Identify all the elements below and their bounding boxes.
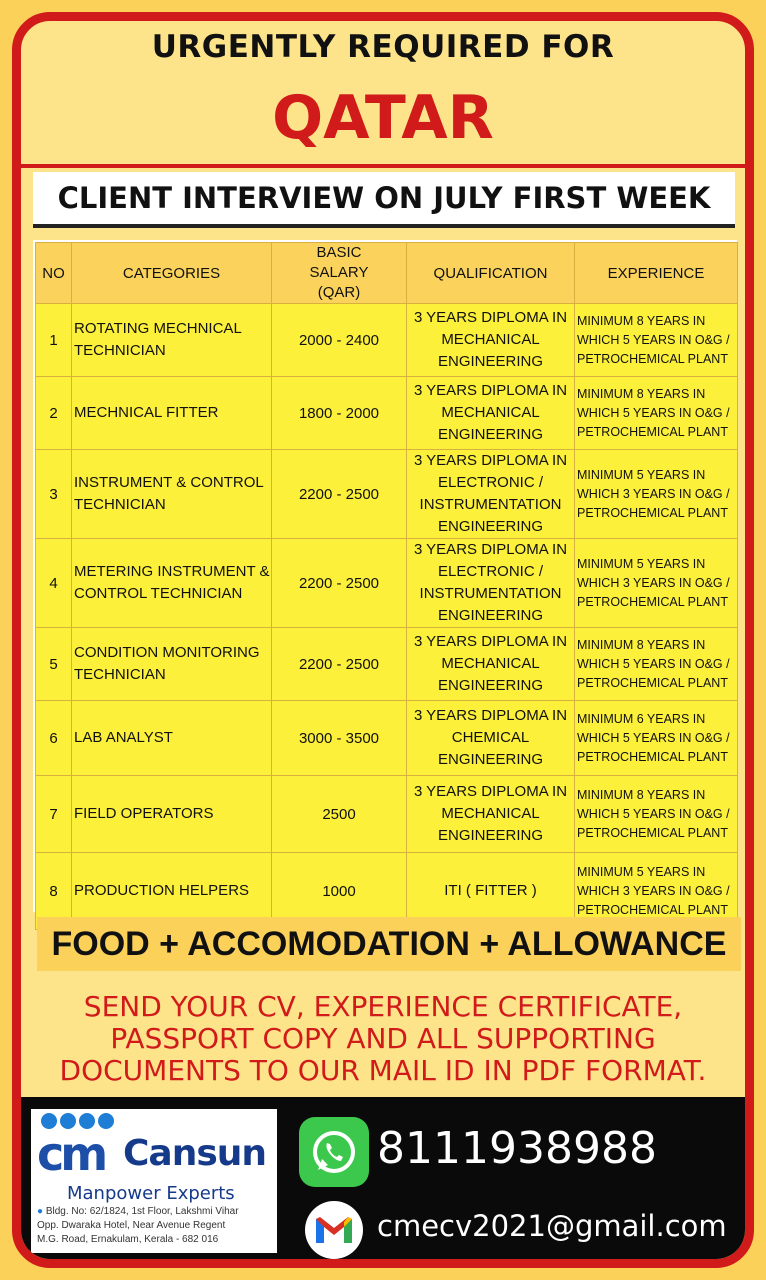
poster-frame	[12, 12, 754, 1268]
row-experience: MINIMUM 8 YEARS IN WHICH 5 YEARS IN O&G / PETROCHEMICAL PLANT	[575, 377, 738, 450]
row-qualification: 3 YEARS DIPLOMA IN MECHANICAL ENGINEERING	[407, 304, 575, 377]
instructions-line-1: SEND YOUR CV, EXPERIENCE CERTIFICATE,	[83, 990, 683, 1023]
row-experience: MINIMUM 5 YEARS IN WHICH 3 YEARS IN O&G / PETROCHEMICAL PLANT	[575, 450, 738, 539]
header-country: QATAR	[272, 83, 494, 153]
table-row	[36, 628, 738, 701]
header-experience: EXPERIENCE	[575, 243, 738, 304]
row-experience: MINIMUM 5 YEARS IN WHICH 3 YEARS IN O&G / PETROCHEMICAL PLANT	[575, 853, 738, 930]
phone-number[interactable]: 8111938988	[377, 1123, 657, 1174]
row-experience: MINIMUM 8 YEARS IN WHICH 5 YEARS IN O&G / PETROCHEMICAL PLANT	[575, 776, 738, 853]
row-qualification: 3 YEARS DIPLOMA IN MECHANICAL ENGINEERING	[407, 628, 575, 701]
instructions-line-3: DOCUMENTS TO OUR MAIL ID IN PDF FORMAT.	[59, 1054, 707, 1087]
gmail-icon[interactable]	[305, 1201, 363, 1259]
whatsapp-icon[interactable]	[299, 1117, 369, 1187]
header-salary: BASIC SALARY (QAR)	[272, 243, 407, 304]
row-no: 1	[36, 304, 72, 377]
row-salary: 1000	[272, 853, 407, 930]
table-row	[36, 377, 738, 450]
jobs-table	[35, 242, 738, 930]
row-no: 6	[36, 701, 72, 776]
logo-mark: cm	[37, 1127, 105, 1181]
address-line-1: Bldg. No: 62/1824, 1st Floor, Lakshmi Vihar	[45, 1206, 239, 1217]
row-experience: MINIMUM 8 YEARS IN WHICH 5 YEARS IN O&G / PETROCHEMICAL PLANT	[575, 304, 738, 377]
table-row	[36, 776, 738, 853]
company-name: Cansun	[123, 1133, 267, 1174]
address-line-2: Opp. Dwaraka Hotel, Near Avenue Regent	[37, 1220, 226, 1231]
row-salary: 3000 - 3500	[272, 701, 407, 776]
jobs-table-container	[33, 240, 737, 917]
row-category: CONDITION MONITORING TECHNICIAN	[72, 628, 272, 701]
row-qualification: 3 YEARS DIPLOMA IN ELECTRONIC / INSTRUMENTATION ENGINEERING	[407, 450, 575, 539]
row-no: 7	[36, 776, 72, 853]
header-categories: CATEGORIES	[72, 243, 272, 304]
company-subtitle: Manpower Experts	[67, 1183, 235, 1204]
row-qualification: 3 YEARS DIPLOMA IN CHEMICAL ENGINEERING	[407, 701, 575, 776]
row-salary: 2200 - 2500	[272, 539, 407, 628]
row-category: LAB ANALYST	[72, 701, 272, 776]
interview-banner: CLIENT INTERVIEW ON JULY FIRST WEEK	[33, 172, 735, 228]
row-no: 2	[36, 377, 72, 450]
benefits-banner: FOOD + ACCOMODATION + ALLOWANCE	[37, 917, 741, 971]
row-category: MECHNICAL FITTER	[72, 377, 272, 450]
row-no: 3	[36, 450, 72, 539]
instructions	[21, 991, 745, 1087]
row-category: METERING INSTRUMENT & CONTROL TECHNICIAN	[72, 539, 272, 628]
location-pin-icon: ●	[37, 1206, 44, 1217]
row-salary: 2200 - 2500	[272, 450, 407, 539]
row-category: ROTATING MECHNICAL TECHNICIAN	[72, 304, 272, 377]
address-line-3: M.G. Road, Ernakulam, Kerala - 682 016	[37, 1234, 219, 1245]
row-qualification: 3 YEARS DIPLOMA IN MECHANICAL ENGINEERING	[407, 776, 575, 853]
header-urgent: URGENTLY REQUIRED FOR	[151, 29, 615, 65]
table-header-row	[36, 243, 738, 304]
row-salary: 2000 - 2400	[272, 304, 407, 377]
table-row	[36, 304, 738, 377]
row-category: PRODUCTION HELPERS	[72, 853, 272, 930]
header-qualification: QUALIFICATION	[407, 243, 575, 304]
row-salary: 1800 - 2000	[272, 377, 407, 450]
row-category: FIELD OPERATORS	[72, 776, 272, 853]
row-qualification: 3 YEARS DIPLOMA IN ELECTRONIC / INSTRUMENTATION ENGINEERING	[407, 539, 575, 628]
table-row	[36, 539, 738, 628]
header-divider	[21, 164, 745, 168]
row-category: INSTRUMENT & CONTROL TECHNICIAN	[72, 450, 272, 539]
instructions-line-2: PASSPORT COPY AND ALL SUPPORTING	[110, 1022, 656, 1055]
row-experience: MINIMUM 8 YEARS IN WHICH 5 YEARS IN O&G / PETROCHEMICAL PLANT	[575, 628, 738, 701]
company-address	[37, 1205, 239, 1247]
table-row	[36, 701, 738, 776]
contact-footer	[21, 1097, 745, 1267]
row-experience: MINIMUM 5 YEARS IN WHICH 3 YEARS IN O&G / PETROCHEMICAL PLANT	[575, 539, 738, 628]
company-logo	[31, 1109, 277, 1253]
email-address[interactable]: cmecv2021@gmail.com	[377, 1209, 727, 1243]
row-salary: 2200 - 2500	[272, 628, 407, 701]
table-row	[36, 450, 738, 539]
row-qualification: ITI ( FITTER )	[407, 853, 575, 930]
row-experience: MINIMUM 6 YEARS IN WHICH 5 YEARS IN O&G / PETROCHEMICAL PLANT	[575, 701, 738, 776]
row-salary: 2500	[272, 776, 407, 853]
header-no: NO	[36, 243, 72, 304]
row-qualification: 3 YEARS DIPLOMA IN MECHANICAL ENGINEERING	[407, 377, 575, 450]
row-no: 5	[36, 628, 72, 701]
row-no: 8	[36, 853, 72, 930]
row-no: 4	[36, 539, 72, 628]
